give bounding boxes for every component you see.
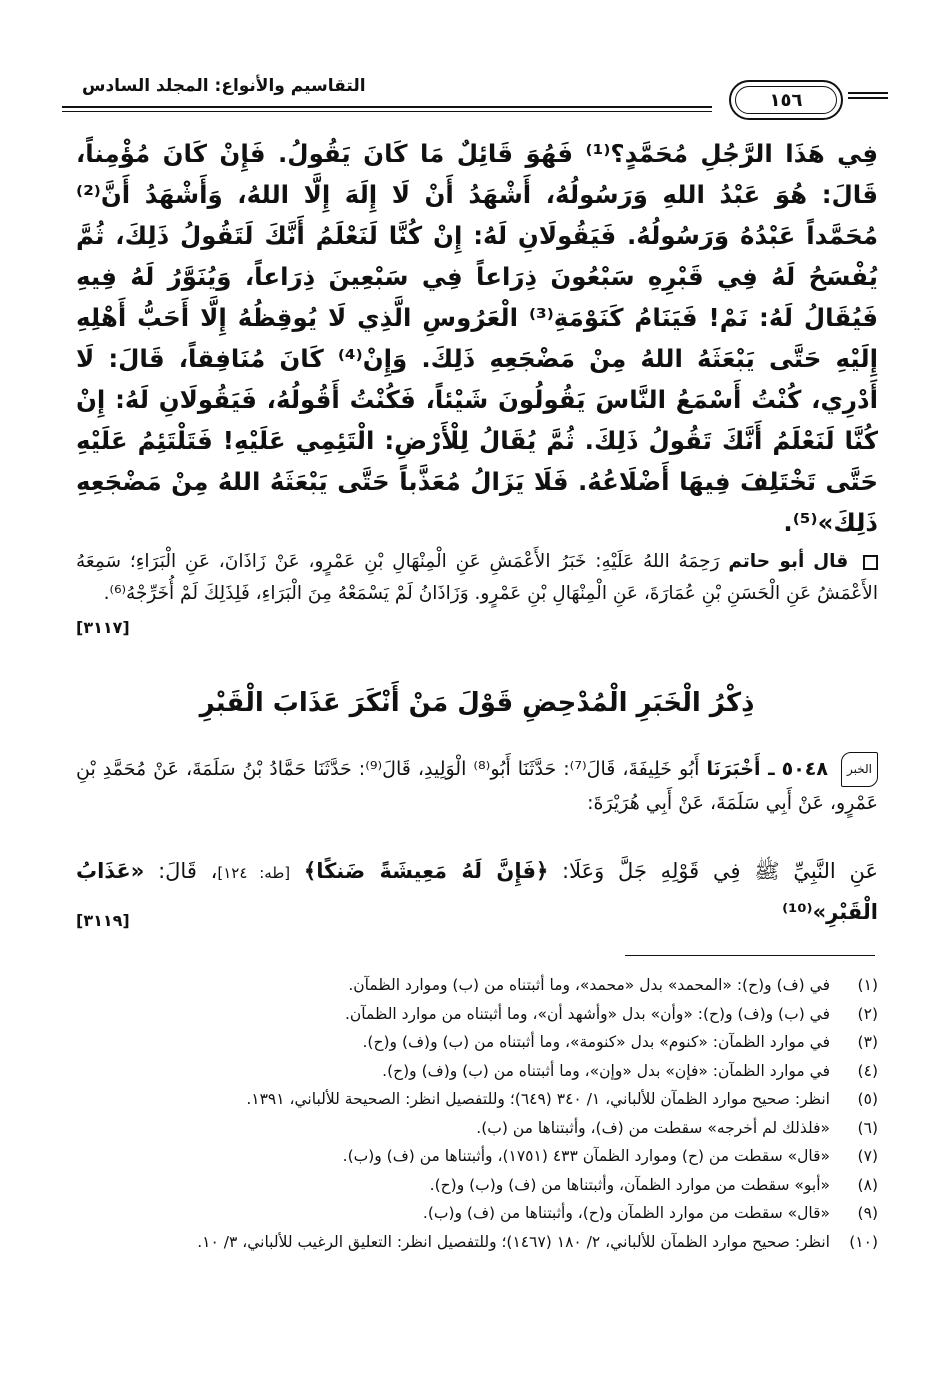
footnote-number: (٥): [857, 1090, 878, 1108]
footnote-number: (١): [857, 976, 878, 994]
footnote-text: «قال» سقطت من (ح) وموارد الظمآن ٤٣٣ (١٧٥١)، وأثبتناها من (ف) و(ب).: [342, 1147, 830, 1165]
footnote-text: في موارد الظمآن: «فإن» بدل «وإن»، وما أثبتناه من (ب) و(ف) و(ح).: [382, 1061, 830, 1080]
footnote: [76, 1199, 878, 1228]
page-number-ornament: [848, 92, 888, 94]
footnote: [76, 971, 878, 1000]
footnote-number: (١٠): [849, 1232, 878, 1251]
hadith-number: ٥٠٤٨: [781, 758, 828, 780]
hadith-matn: [76, 852, 878, 940]
footnote: [76, 1057, 878, 1086]
khabar-mark-icon: الخبر: [841, 752, 878, 787]
matn-answer: «عَذَابُ الْقَبْرِ»⁽¹⁰⁾: [76, 859, 878, 924]
page-number-ornament: [848, 97, 888, 99]
footnote-text: انظر: صحيح موارد الظمآن للألباني، ١/ ٣٤٠ (٦٤٩)؛ وللتفصيل انظر: الصحيحة للألباني، ١٣٩١.: [246, 1090, 830, 1108]
footnote: [76, 1171, 878, 1200]
footnote-number: (٦): [857, 1118, 878, 1137]
commentary-reference: [٣١١٧]: [76, 618, 130, 637]
header-rule: [62, 106, 712, 108]
quran-reference: [طه: ١٢٤]: [217, 864, 291, 882]
footnote-text: «قال» سقطت من موارد الظمآن و(ح)، وأثبتناها من (ف) و(ب).: [422, 1204, 830, 1222]
footnote-number: (٧): [857, 1147, 878, 1165]
footnote-text: في (ف) و(ح): «المحمد» بدل «محمد»، وما أثبتناه من (ب) وموارد الظمآن.: [348, 976, 830, 994]
footnote: [76, 1142, 878, 1171]
footnote: [76, 1085, 878, 1114]
footnote: [76, 1228, 878, 1257]
commentary-author: أبو حاتم: [728, 551, 805, 572]
header-rule-thin: [62, 111, 712, 112]
footnote-text: في (ب) و(ف) و(ح): «وأن» بدل «وأشهد أن»، وما أثبتناه من موارد الظمآن.: [344, 1004, 830, 1023]
footnote-number: (٤): [857, 1061, 878, 1080]
footnote-text: «أبو» سقطت من موارد الظمآن، وأثبتناها من (ف) و(ب) و(ح).: [429, 1175, 830, 1194]
page-number: [729, 80, 843, 120]
footnote: [76, 1114, 878, 1143]
isnad-lead: ـ أَخْبَرَنَا: [706, 758, 775, 780]
commentary-text: رَحِمَهُ اللهُ عَلَيْهِ: خَبَرُ الأَعْمَشِ عَنِ الْمِنْهَالِ بْنِ عَمْرٍو، عَنْ زَاذَانَ، عَنِ الْبَرَاءِ؛ سَمِعَهُ الأَعْمَشُ عَنِ الْحَسَنِ بْنِ عُمَارَةَ، عَنِ الْمِنْهَالِ بْنِ عَمْرٍو. وَزَاذَانُ لَمْ يَسْمَعْهُ مِنَ الْبَرَاءِ، فَلِذَلِكَ لَمْ أُخَرِّجْهُ⁽⁶⁾.: [76, 551, 878, 604]
section-heading: ذِكْرُ الْخَبَرِ الْمُدْحِضِ قَوْلَ مَنْ أَنْكَرَ عَذَابَ الْقَبْرِ: [199, 688, 755, 718]
footnote-text: انظر: صحيح موارد الظمآن للألباني، ٢/ ١٨٠ (١٤٦٧)؛ وللتفصيل انظر: التعليق الرغيب للألباني، ٣/ ١٠.: [197, 1232, 830, 1251]
commentary-paragraph: [76, 546, 878, 644]
footnote-text: في موارد الظمآن: «كنوم» بدل «كنومة»، وما أثبتناه من (ب) و(ف) و(ح).: [362, 1033, 830, 1051]
page-header: [62, 66, 888, 126]
footnote: [76, 1000, 878, 1029]
footnote-separator: [625, 955, 875, 956]
footnote-text: «فلذلك لم أخرجه» سقطت من (ف)، وأثبتناها من (ب).: [476, 1118, 830, 1137]
footnotes: [76, 971, 878, 1256]
footnote-number: (٩): [857, 1204, 878, 1222]
matn-qala: ، قَالَ:: [158, 859, 218, 883]
matn-intro: عَنِ النَّبِيِّ ﷺ فِي قَوْلِهِ جَلَّ وَعَلَا:: [562, 859, 879, 883]
footnote-number: (٢): [857, 1004, 878, 1023]
footnote: [76, 1028, 878, 1057]
hadith-isnad: [76, 752, 878, 820]
hadith-text: فِي هَذَا الرَّجُلِ مُحَمَّدٍ؟⁽¹⁾ فَهُوَ قَائِلٌ مَا كَانَ يَقُولُ. فَإِنْ كَانَ مُؤْمِناً، قَالَ: هُوَ عَبْدُ اللهِ وَرَسُولُهُ، أَشْهَدُ أَنْ لَا إِلَهَ إِلَّا اللهُ، وَأَشْهَدُ أَنَّ⁽²⁾ مُحَمَّداً عَبْدُهُ وَرَسُولُهُ. فَيَقُولَانِ لَهُ: إِنْ كُنَّا لَنَعْلَمُ أَنَّكَ لَتَقُولُ ذَلِكَ، ثُمَّ يُفْسَحُ لَهُ فِي قَبْرِهِ سَبْعُونَ ذِرَاعاً فِي سَبْعِينَ ذِرَاعاً، وَيُنَوَّرُ لَهُ فِيهِ فَيُقَالُ لَهُ: نَمْ! فَيَنَامُ كَنَوْمَةِ⁽³⁾ الْعَرُوسِ الَّذِي لَا يُوقِظُهُ إِلَّا أَحَبُّ أَهْلِهِ إِلَيْهِ حَتَّى يَبْعَثَهُ اللهُ مِنْ مَضْجَعِهِ ذَلِكَ. وَإِنْ⁽⁴⁾ كَانَ مُنَافِقاً، قَالَ: لَا أَدْرِي، كُنْتُ أَسْمَعُ النَّاسَ يَقُولُونَ شَيْئاً، فَكُنْتُ أَقُولُهُ، فَيَقُولَانِ لَهُ: إِنْ كُنَّا لَنَعْلَمُ أَنَّكَ تَقُولُ ذَلِكَ. ثُمَّ يُقَالُ لِلْأَرْضِ: الْتَئِمِي عَلَيْهِ! فَتَلْتَئِمُ عَلَيْهِ حَتَّى تَخْتَلِفَ فِيهَا أَضْلَاعُهُ. فَلَا يَزَالُ مُعَذَّباً حَتَّى يَبْعَثَهُ اللهُ مِنْ مَضْجَعِهِ ذَلِكَ»⁽⁵⁾.: [76, 139, 878, 537]
running-title: التقاسيم والأنواع: المجلد السادس: [82, 76, 366, 96]
quran-verse: ﴿فَإِنَّ لَهُ مَعِيشَةً ضَنكًا﴾: [303, 859, 549, 883]
hadith-reference: [٣١١٩]: [76, 911, 130, 930]
page-number-text: ١٥٦: [769, 89, 803, 111]
footnote-number: (٨): [857, 1175, 878, 1194]
square-bullet-icon: [863, 555, 878, 570]
isnad-text: أَبُو خَلِيفَةَ، قَالَ⁽⁷⁾: حَدَّثَنَا أَبُو⁽⁸⁾ الْوَلِيدِ، قَالَ⁽⁹⁾: حَدَّثَنَا حَمَّادُ بْنُ سَلَمَةَ، عَنْ مُحَمَّدِ بْنِ عَمْرٍو، عَنْ أَبِي سَلَمَةَ، عَنْ أَبِي هُرَيْرَةَ:: [76, 758, 878, 814]
footnote-number: (٣): [857, 1033, 878, 1051]
commentary-lead: قال: [813, 551, 849, 572]
